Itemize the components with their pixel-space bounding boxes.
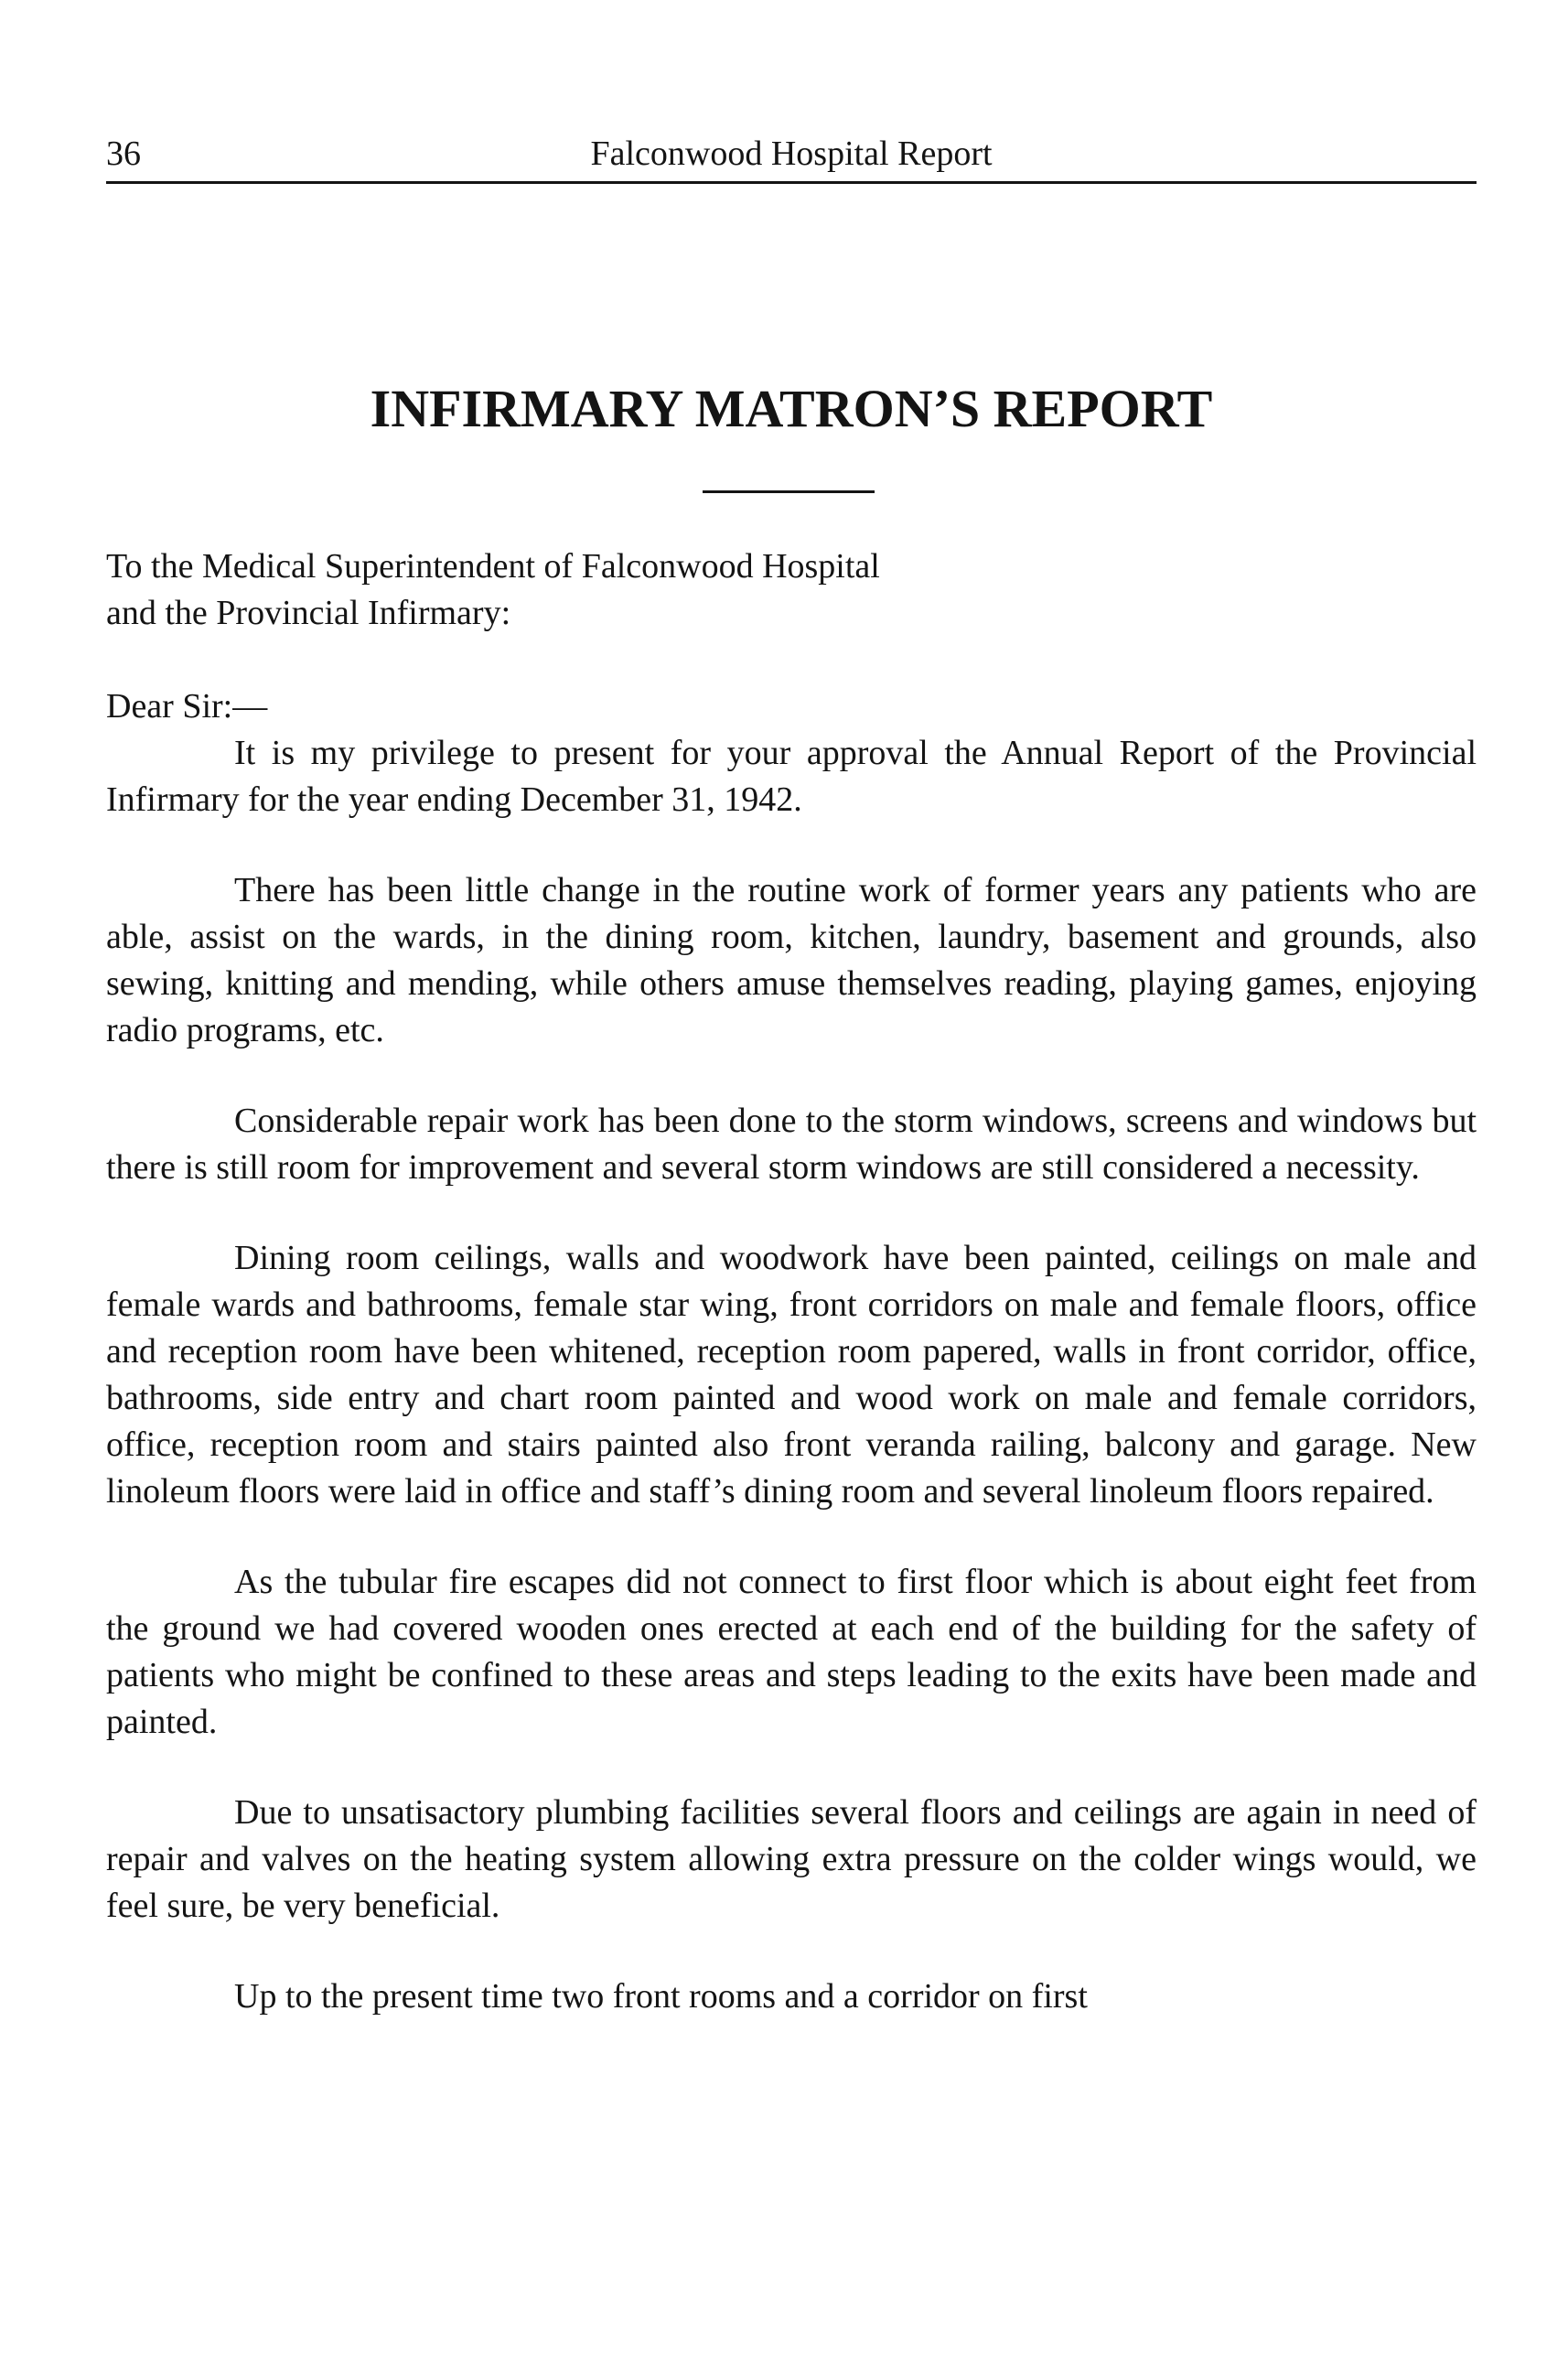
addressee-line-2: and the Provincial Infirmary: — [106, 594, 511, 632]
paragraph: As the tubular fire escapes did not connect to first floor which is about eight feet from the ground we had covered wooden ones erected at each end of the building for the safety of patients who might be confined to these areas and steps leading to the exits have been made and painted. — [106, 1563, 1477, 1741]
salutation: Dear Sir:— — [106, 687, 268, 726]
paragraph: Dining room ceilings, walls and woodwork have been painted, ceilings on male and female wards and bathrooms, female star wing, front corridors on male and female floors, office and reception room have been whitened, reception room papered, walls in front corridor, office, bathrooms, side entry and chart room painted and wood work on male and female corridors, office, reception room and stairs painted also front veranda railing, balcony and garage. New linoleum floors were laid in office and staff’s dining room and several linoleum floors repaired. — [106, 1239, 1477, 1511]
page-number: 36 — [106, 134, 141, 173]
addressee-line-1: To the Medical Superintendent of Falconwood Hospital — [106, 547, 880, 586]
title-rule — [703, 490, 875, 493]
running-title: Falconwood Hospital Report — [590, 134, 993, 173]
paragraph: Considerable repair work has been done to the storm windows, screens and windows but there is still room for improvement and several storm windows are still considered a necessity. — [106, 1102, 1477, 1187]
page-header — [106, 130, 1477, 184]
paragraph: Up to the present time two front rooms and a corridor on first — [234, 1977, 1088, 2016]
paragraph: There has been little change in the routine work of former years any patients who are able, assist on the wards, in the dining room, kitchen, laundry, basement and grounds, also sewing, knitting and mending, while others amuse themselves reading, playing games, enjoying radio programs, etc. — [106, 871, 1477, 1049]
paragraph: Due to unsatisactory plumbing facilities several floors and ceilings are again in need of repair and valves on the heating system allowing extra pressure on the colder wings would, we feel sure, be very beneficial. — [106, 1793, 1477, 1925]
letter-body — [106, 543, 1477, 2020]
report-title: INFIRMARY MATRON’S REPORT — [370, 379, 1213, 438]
paragraph: It is my privilege to present for your approval the Annual Report of the Provincial Infirmary for the year ending December 31, 1942. — [106, 734, 1477, 819]
